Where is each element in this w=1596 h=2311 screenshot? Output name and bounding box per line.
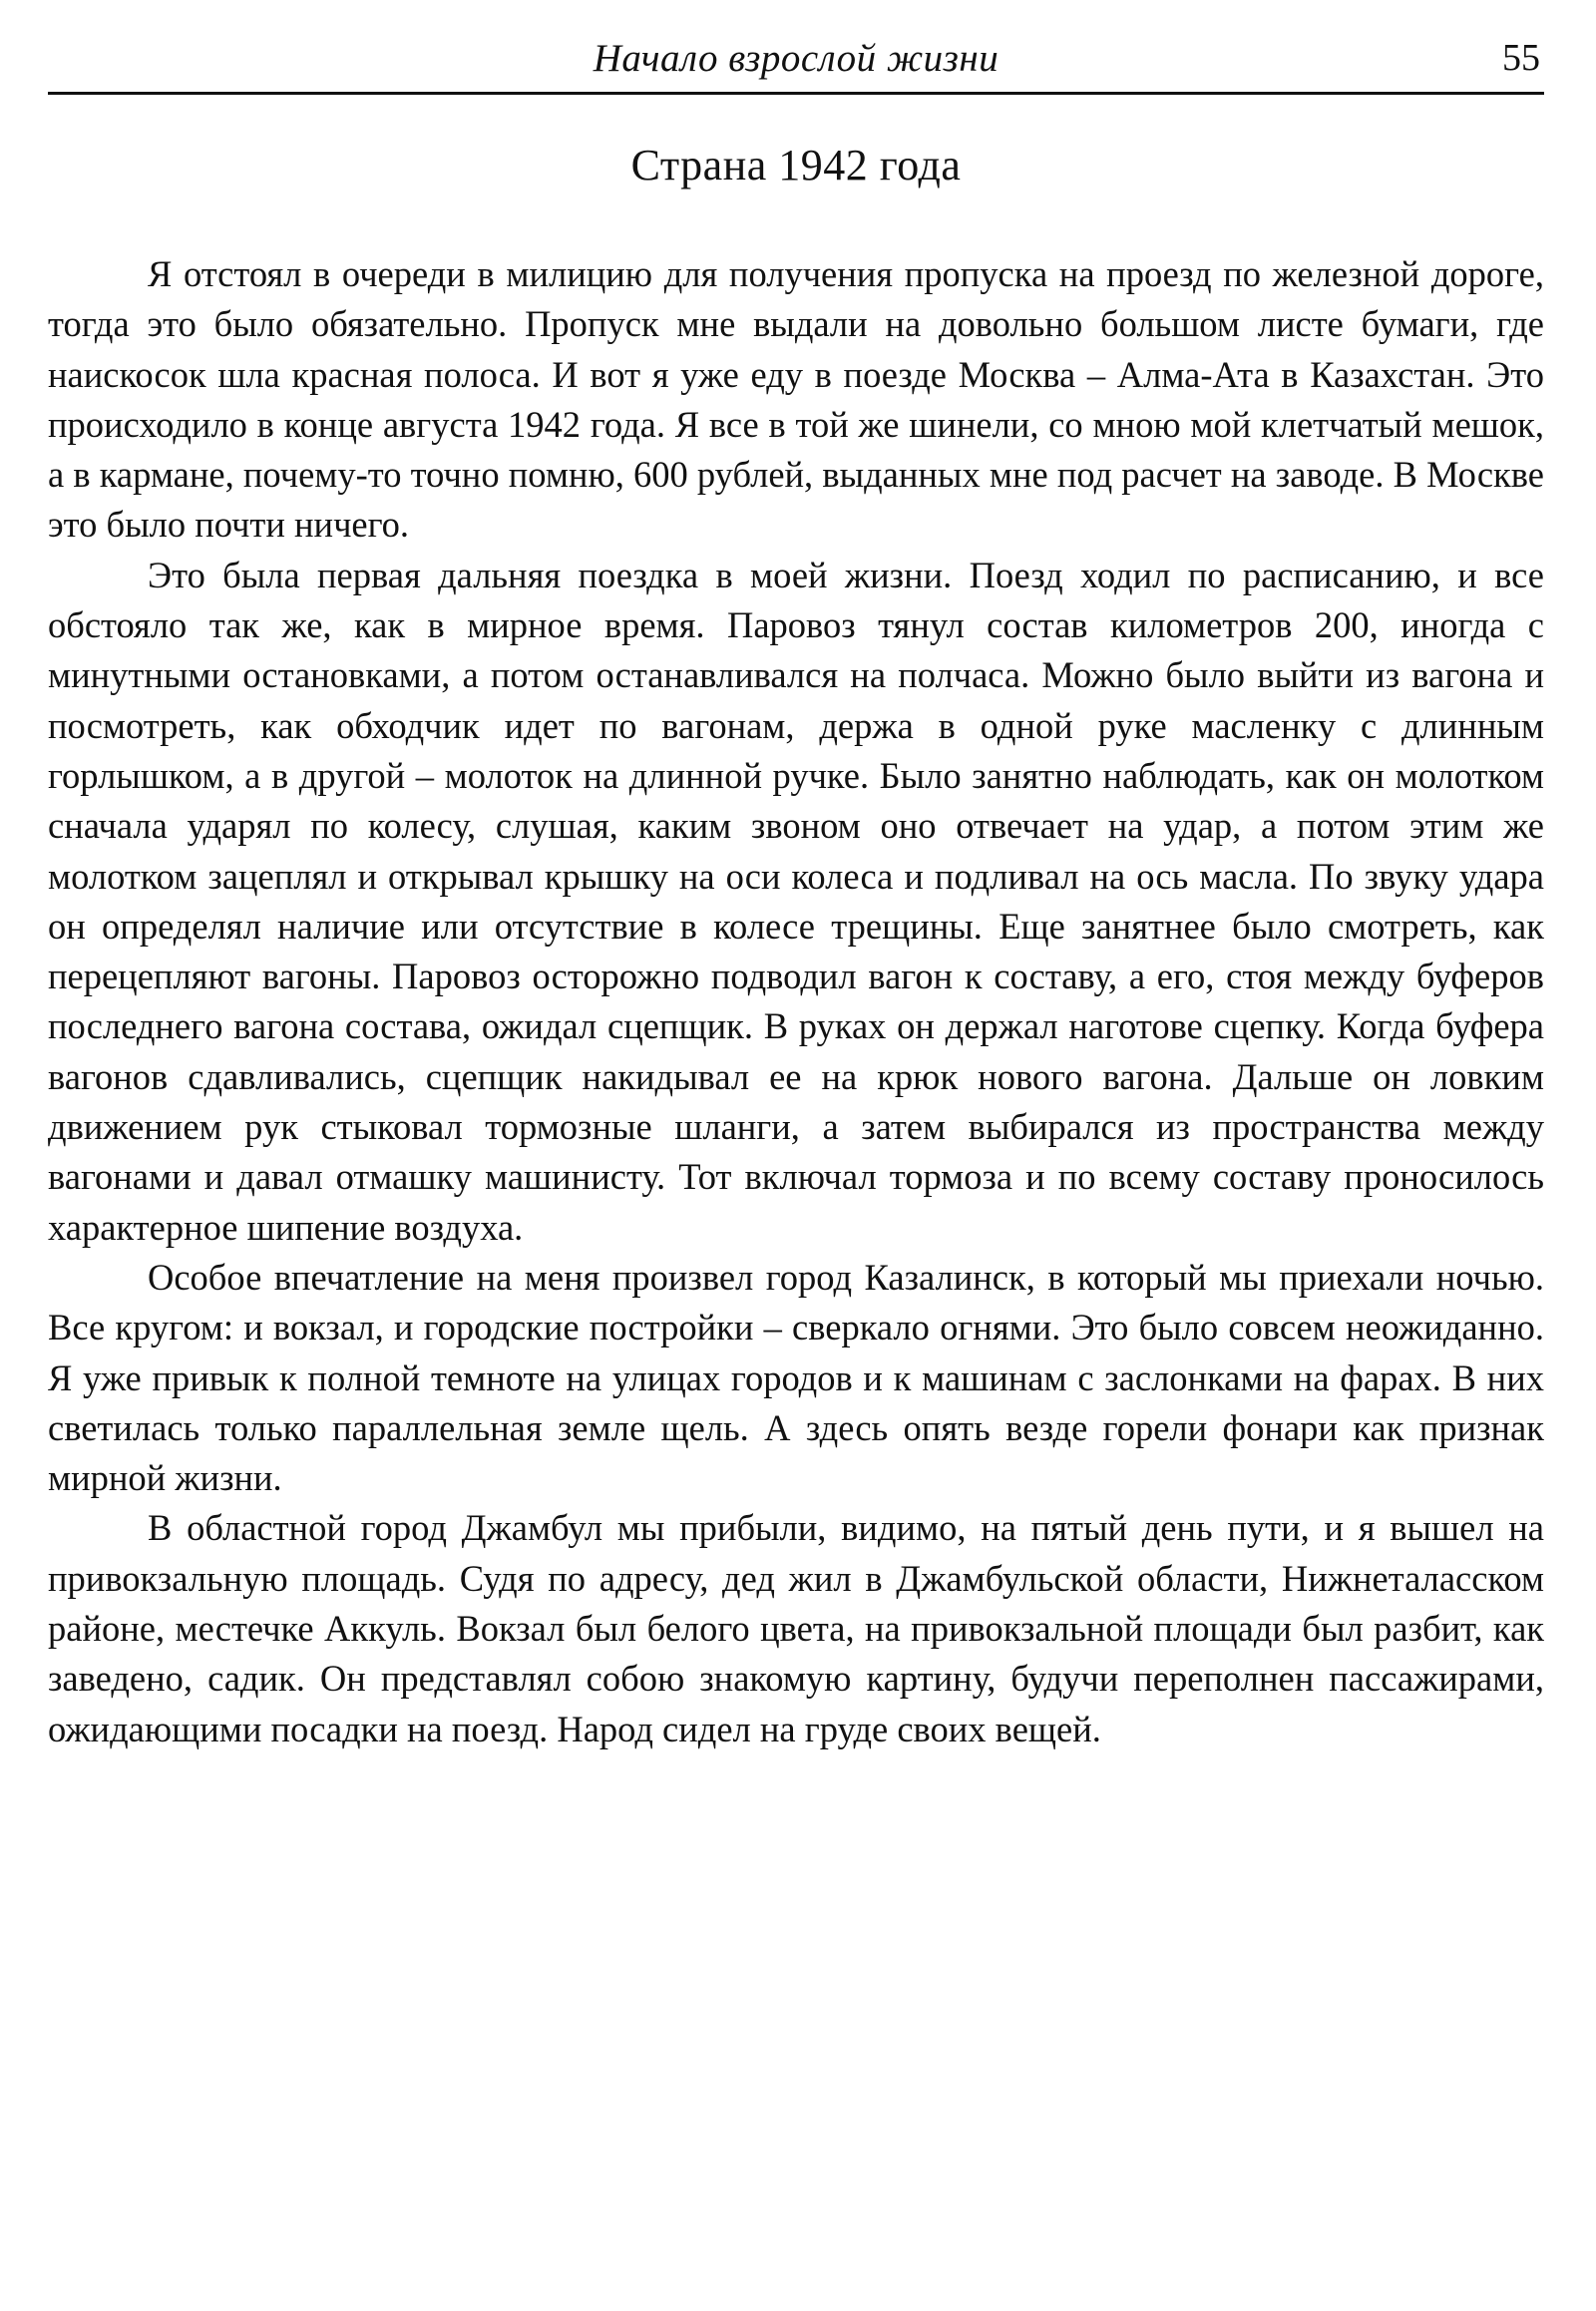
section-title: Страна 1942 года xyxy=(630,141,962,190)
running-header xyxy=(48,30,1544,95)
body-text xyxy=(48,249,1544,1754)
paragraph: Я отстоял в очереди в милицию для получения пропуска на проезд по железной дороге, тогда это было обязательно. Пропуск мне выдали на довольно большом листе бумаги, где наискосок шла красная полоса. И вот я уже еду в поезде Москва – Алма-Ата в Казахстан. Это происходило в конце августа 1942 года. Я все в той же шинели, со мною мой клетчатый мешок, а в кармане, почему-то точно помню, 600 рублей, выданных мне под расчет на заводе. В Москве это было почти ничего. xyxy=(48,253,1544,546)
paragraph: В областной город Джамбул мы прибыли, видимо, на пятый день пути, и я вышел на привокзальную площадь. Судя по адресу, дед жил в Джамбульской области, Нижнеталасском районе, местечке Аккуль. Вокзал был белого цвета, на привокзальной площади был разбит, как заведено, садик. Он представлял собою знакомую картину, будучи переполнен пассажирами, ожидающими посадки на поезд. Народ сидел на груде своих вещей. xyxy=(48,1507,1544,1749)
paragraph: Это была первая дальняя поездка в моей жизни. Поезд ходил по расписанию, и все обстояло так же, как в мирное время. Паровоз тянул состав километров 200, иногда с минутными остановками, а потом останавливался на полчаса. Можно было выйти из вагона и посмотреть, как обходчик идет по вагонам, держа в одной руке масленку с длинным горлышком, а в другой – молоток на длинной ручке. Было занятно наблюдать, как он молотком сначала ударял по колесу, слушая, каким звоном оно отвечает на удар, а потом этим же молотком зацеплял и открывал крышку на оси колеса и подливал на ось масла. По звуку удара он определял наличие или отсутствие в колесе трещины. Еще занятнее было смотреть, как перецепляют вагоны. Паровоз осторожно подводил вагон к составу, а его, стоя между буферов последнего вагона состава, ожидал сцепщик. В руках он держал наготове сцепку. Когда буфера вагонов сдавливались, сцепщик накидывал ее на крюк нового вагона. Дальше он ловким движением рук стыковал тормозные шланги, а затем выбирался из пространства между вагонами и давал отмашку машинисту. Тот включал тормоза и по всему составу проносилось характерное шипение воздуха. xyxy=(48,554,1544,1248)
book-page xyxy=(48,0,1544,2311)
running-title: Начало взрослой жизни xyxy=(593,37,999,80)
page-number: 55 xyxy=(1502,37,1540,79)
paragraph: Особое впечатление на меня произвел город Казалинск, в который мы приехали ночью. Все кругом: и вокзал, и городские постройки – сверкало огнями. Это было совсем неожиданно. Я уже привык к полной темноте на улицах городов и к машинам с заслонками на фарах. В них светилась только параллельная земле щель. А здесь опять везде горели фонари как признак мирной жизни. xyxy=(48,1256,1544,1499)
